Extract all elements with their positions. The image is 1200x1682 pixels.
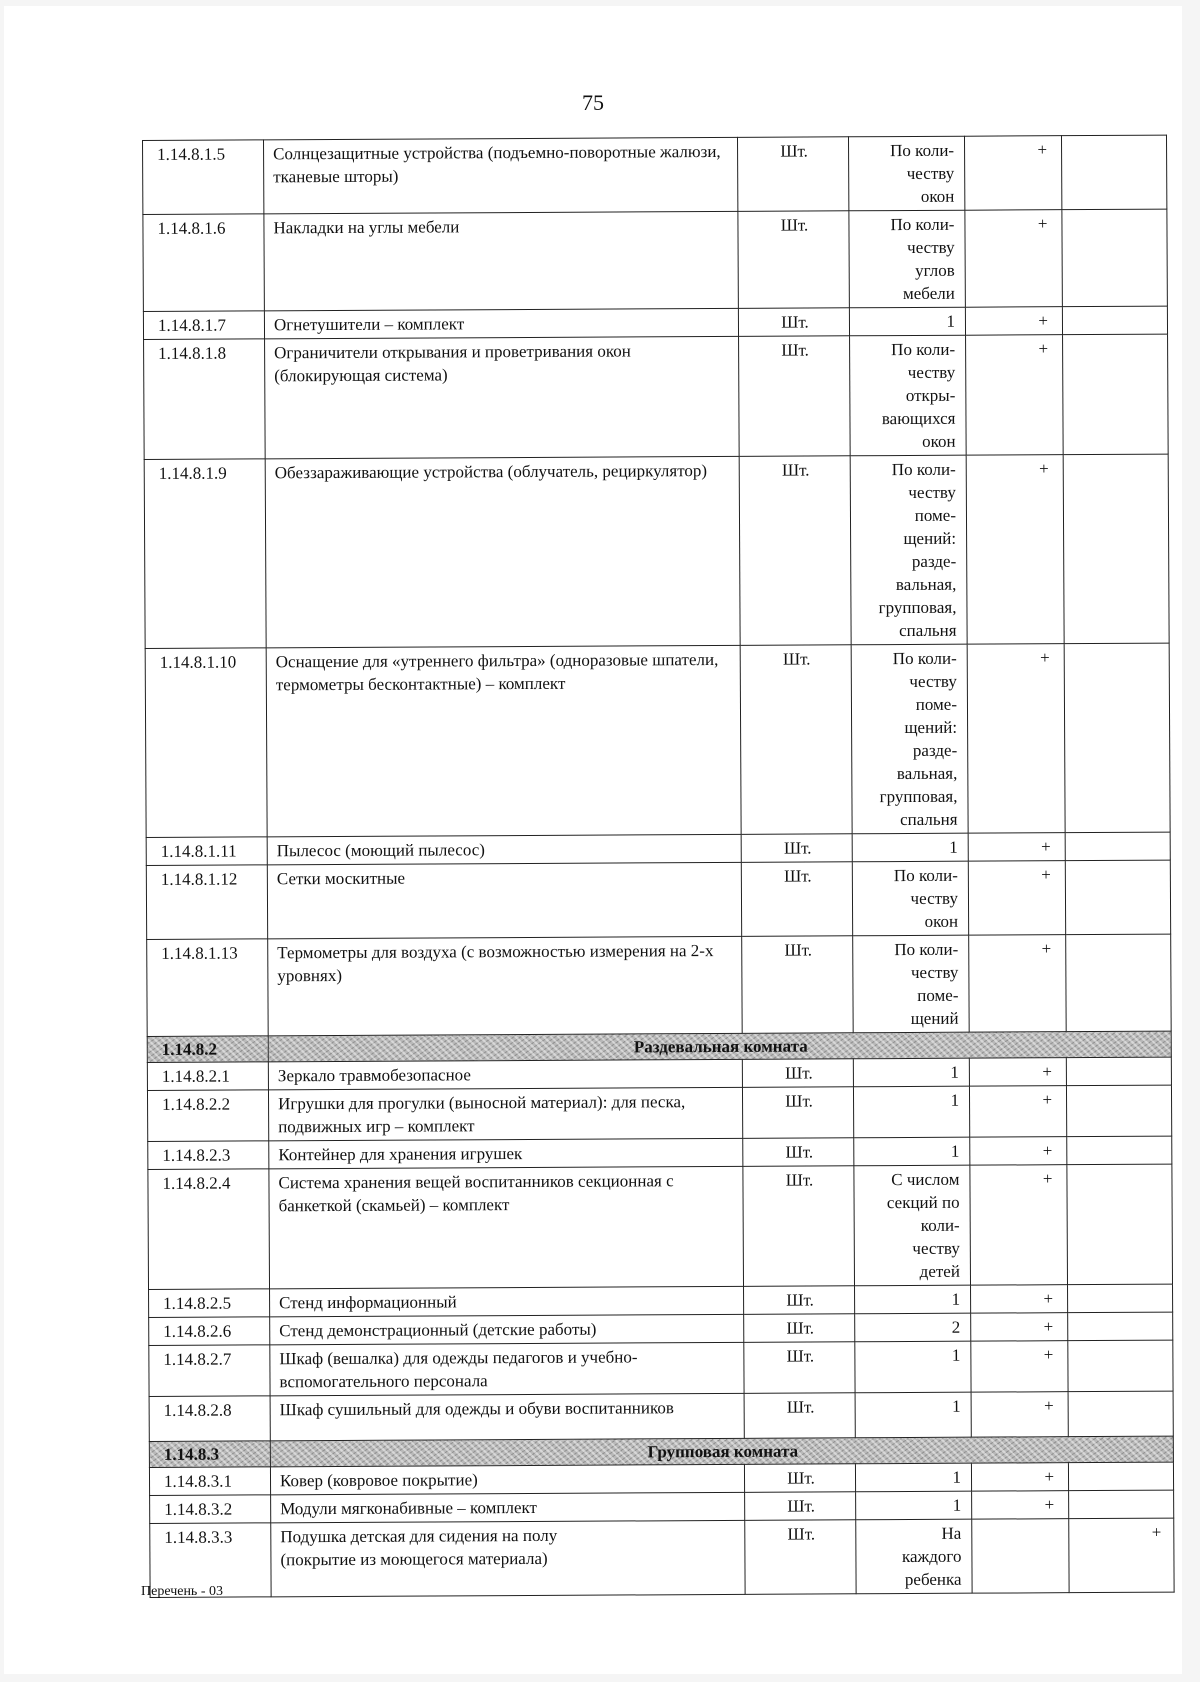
item-name: Стенд демонстрационный (детские работы) [270,1314,744,1344]
item-unit: Шт. [742,1087,853,1139]
item-quantity: По коли- честву поме- щений [853,935,970,1033]
item-mark-column-6 [1062,209,1168,307]
item-unit: Шт. [742,936,854,1034]
item-quantity: 1 [849,307,965,336]
item-quantity: По коли- честву окон [852,861,968,936]
item-code: 1.14.8.1.6 [143,214,265,312]
item-name: Зеркало травмобезопасное [268,1059,742,1089]
item-quantity: 1 [853,1058,969,1087]
item-mark-column-6 [1066,934,1172,1032]
item-code: 1.14.8.2.4 [148,1169,270,1290]
item-mark-column-6 [1068,1462,1173,1491]
item-name: Обеззараживающие устройства (облучатель, рециркулятор) [265,456,740,647]
item-mark-column-5: + [964,136,1061,211]
item-unit: Шт. [745,1520,856,1595]
item-mark-column-5: + [970,1137,1067,1166]
item-mark-column-6 [1065,832,1170,861]
item-name: Ограничители открывания и проветривания окон (блокирующая система) [265,336,740,458]
item-code: 1.14.8.2.7 [149,1345,270,1397]
item-mark-column-6 [1068,1340,1173,1392]
table-row [148,1164,1173,1289]
item-mark-column-6 [1063,454,1169,644]
item-code: 1.14.8.1.8 [144,339,266,460]
item-name: Контейнер для хранения игрушек [269,1138,743,1168]
table-row [145,643,1170,837]
table-row [143,209,1167,311]
table-row [147,1085,1171,1141]
item-quantity: 1 [855,1341,971,1393]
item-name: Сетки москитные [267,862,741,938]
item-quantity: По коли- честву откры- вающихся окон [850,335,967,456]
item-quantity: 1 [852,833,968,862]
item-name: Игрушки для прогулки (выносной материал): для песка, подвижных игр – комплект [268,1087,742,1140]
item-mark-column-6 [1064,643,1170,833]
item-name: Накладки на углы мебели [264,211,739,310]
item-mark-column-6 [1061,135,1166,210]
item-mark-column-5: + [969,1058,1066,1087]
item-mark-column-6 [1066,1057,1171,1086]
item-code: 1.14.8.1.9 [144,459,266,649]
item-mark-column-5 [972,1519,1069,1594]
item-mark-column-5: + [966,335,1064,456]
item-quantity: По коли- честву углов мебели [849,210,966,308]
item-unit: Шт. [744,1286,855,1315]
item-mark-column-6 [1063,334,1169,455]
item-code: 1.14.8.2.6 [149,1317,270,1346]
item-unit: Шт. [744,1393,855,1439]
item-name: Шкаф сушильный для одежды и обуви воспитанников [270,1393,744,1440]
item-code: 1.14.8.2.1 [147,1062,268,1091]
item-mark-column-5: + [971,1285,1068,1314]
table-row [149,1340,1173,1396]
item-unit: Шт. [738,308,849,337]
item-unit: Шт. [743,1166,855,1287]
item-mark-column-5: + [966,455,1064,645]
item-quantity: 1 [853,1086,969,1138]
item-name: Оснащение для «утреннего фильтра» (одноразовые шпатели, термометры бесконтактные) – комплект [266,645,741,836]
table-row [150,1518,1174,1597]
table-row [144,454,1169,648]
item-mark-column-6 [1062,306,1167,335]
item-mark-column-6 [1068,1312,1173,1341]
item-unit: Шт. [737,137,848,212]
item-mark-column-5: + [969,1086,1066,1138]
item-unit: Шт. [740,645,852,835]
item-code: 1.14.8.2.8 [149,1396,270,1442]
table-row [147,934,1171,1036]
item-code: 1.14.8.3.1 [149,1467,270,1496]
item-mark-column-5: + [968,833,1065,862]
equipment-table [142,135,1175,1598]
item-name: Огнетушители – комплект [264,308,738,338]
item-unit: Шт. [739,336,851,457]
table-row [143,135,1167,214]
item-quantity: По коли- честву поме- щений: разде- вальная, групповая, спальня [851,644,968,834]
item-quantity: 1 [855,1463,971,1492]
item-mark-column-5: + [965,210,1063,308]
item-unit: Шт. [738,211,850,309]
page-number: 75 [582,90,604,115]
table-row [144,334,1169,459]
item-mark-column-5: + [965,307,1062,336]
item-mark-column-6 [1065,860,1170,935]
item-code: 1.14.8.1.7 [143,311,264,340]
item-name: Солнцезащитные устройства (подъемно-поворотные жалюзи, тканевые шторы) [264,137,738,213]
item-unit: Шт. [744,1314,855,1343]
footer-label: Перечень - 03 [141,1584,223,1599]
item-unit: Шт. [741,834,852,863]
item-mark-column-5: + [971,1463,1068,1492]
item-unit: Шт. [739,456,851,646]
item-code: 1.14.8.1.5 [143,140,264,215]
section-title: Раздевальная комната [268,1031,1171,1062]
item-unit: Шт. [745,1492,856,1521]
item-unit: Шт. [744,1342,855,1394]
item-name: Система хранения вещей воспитанников секционная с банкеткой (скамьей) – комплект [269,1166,744,1288]
item-quantity: 1 [854,1137,970,1166]
equipment-table-body [143,135,1175,1597]
item-quantity: 1 [855,1285,971,1314]
item-code: 1.14.8.1.10 [145,648,267,838]
item-name: Модули мягконабивные – комплект [271,1492,745,1522]
item-quantity: 2 [855,1313,971,1342]
item-quantity: 1 [856,1491,972,1520]
item-code: 1.14.8.2.5 [149,1289,270,1318]
item-mark-column-6 [1066,1085,1171,1137]
document-page [4,6,1182,1674]
section-code: 1.14.8.3 [149,1441,270,1468]
item-code: 1.14.8.1.12 [146,865,267,940]
item-code: 1.14.8.1.13 [147,939,269,1037]
item-unit: Шт. [742,1059,853,1088]
item-mark-column-5: + [972,1491,1069,1520]
section-code: 1.14.8.2 [147,1036,268,1063]
item-mark-column-6 [1068,1284,1173,1313]
item-mark-column-6 [1067,1136,1172,1165]
item-name: Ковер (ковровое покрытие) [270,1464,744,1494]
table-row [146,860,1170,939]
item-mark-column-5: + [969,935,1067,1033]
item-mark-column-5: + [967,644,1065,834]
item-name: Подушка детская для сидения на полу (покрытие из моющегося материала) [271,1520,745,1596]
item-quantity: По коли- честву поме- щений: разде- вальная, групповая, спальня [850,455,967,645]
item-name: Стенд информационный [270,1286,744,1316]
item-quantity: На каждого ребенка [856,1519,972,1594]
item-mark-column-5: + [970,1165,1068,1286]
item-unit: Шт. [744,1464,855,1493]
item-code: 1.14.8.2.3 [148,1141,269,1170]
item-name: Пылесос (моющий пылесос) [267,834,741,864]
item-code: 1.14.8.1.11 [146,837,267,866]
item-name: Термометры для воздуха (с возможностью измерения на 2-х уровнях) [268,936,743,1035]
equipment-table-wrapper [142,135,1174,1598]
item-unit: Шт. [741,862,852,937]
table-row [149,1391,1173,1441]
item-code: 1.14.8.3.2 [150,1495,271,1524]
item-mark-column-5: + [971,1341,1068,1393]
item-mark-column-5: + [971,1313,1068,1342]
item-unit: Шт. [743,1138,854,1167]
item-quantity: 1 [855,1392,971,1438]
item-mark-column-5: + [968,861,1065,936]
item-mark-column-6 [1068,1391,1173,1437]
item-mark-column-6 [1069,1490,1174,1519]
item-quantity: По коли- честву окон [848,136,964,211]
section-title: Групповая комната [270,1436,1173,1467]
item-mark-column-6 [1067,1164,1173,1285]
item-mark-column-5: + [971,1392,1068,1438]
item-code: 1.14.8.3.3 [150,1523,271,1598]
item-code: 1.14.8.2.2 [147,1090,268,1142]
item-mark-column-6: + [1069,1518,1174,1593]
item-quantity: С числом секций по коли- честву детей [854,1165,971,1286]
item-name: Шкаф (вешалка) для одежды педагогов и учебно-вспомогательного персонала [270,1342,744,1395]
